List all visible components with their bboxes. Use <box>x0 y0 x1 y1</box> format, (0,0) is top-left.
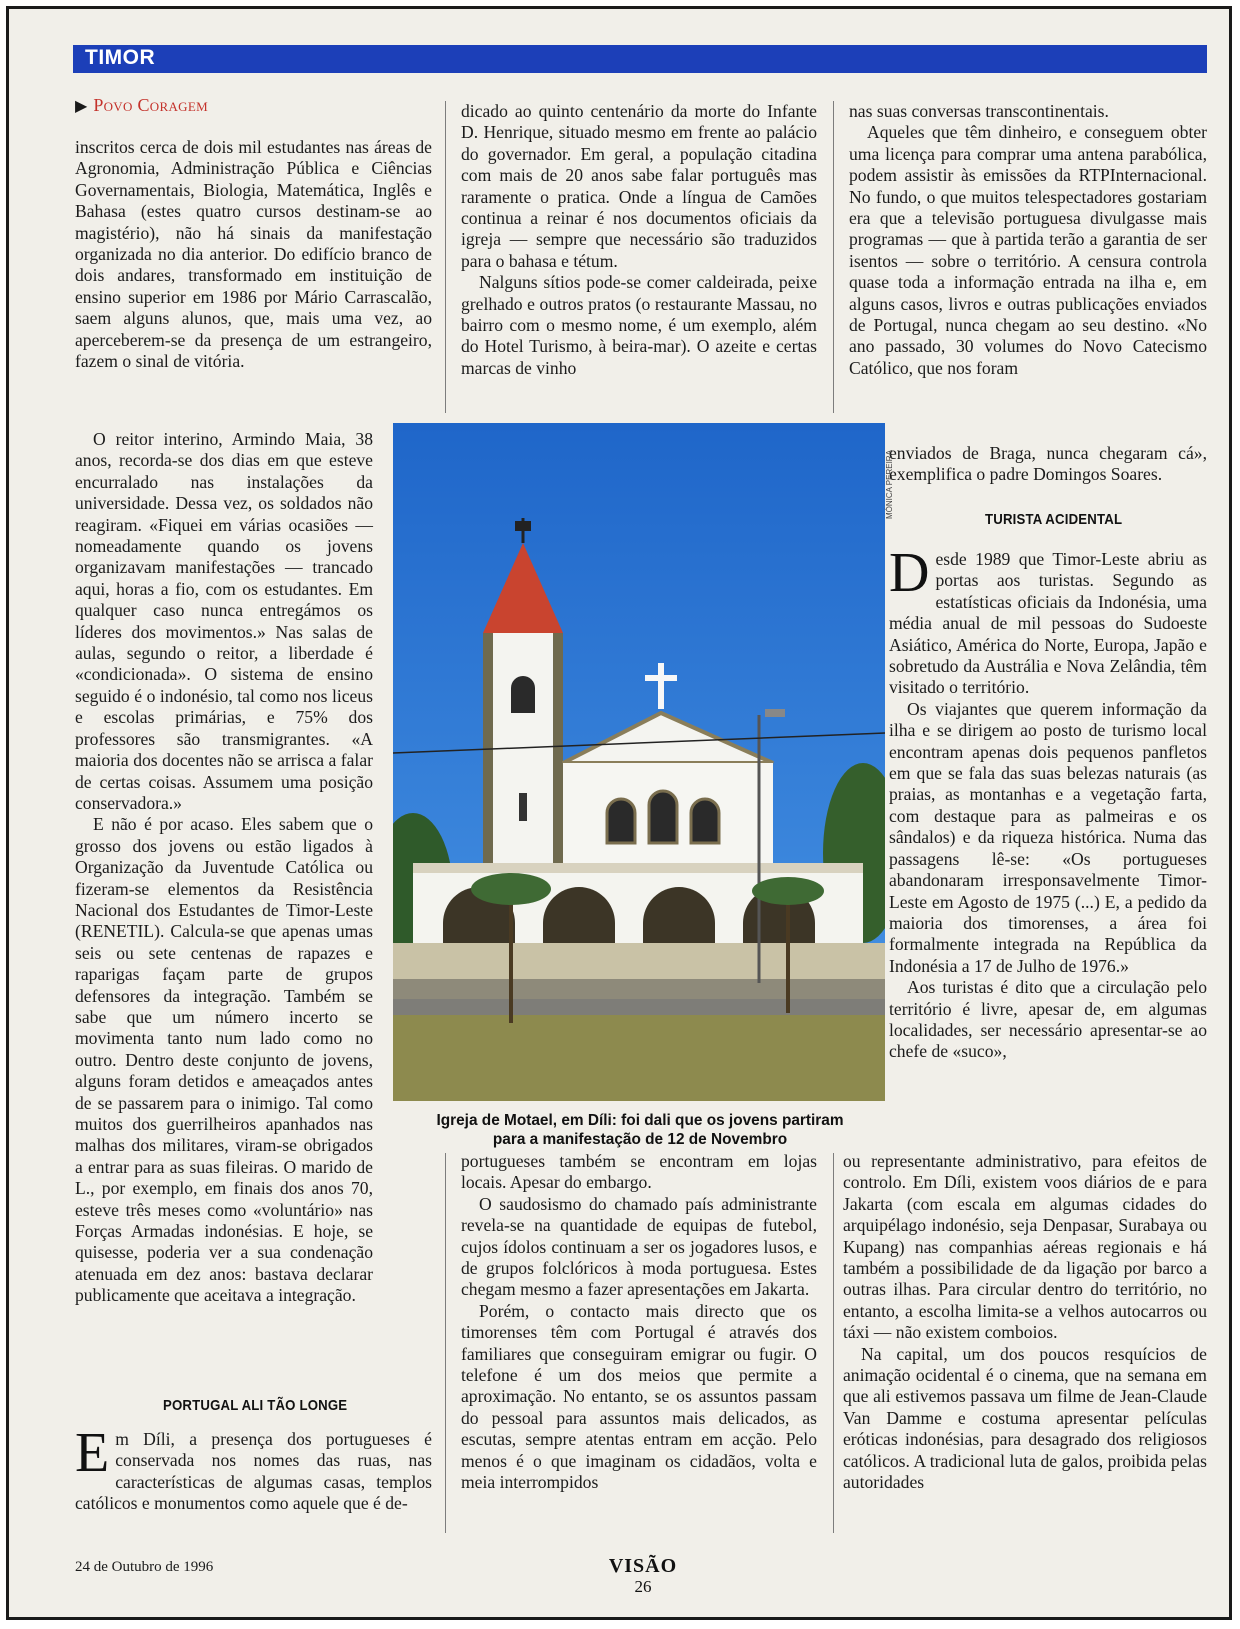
paragraph: Porém, o contacto mais directo que os timorenses têm com Portugal é através dos familiares que conseguiram emigrar ou fugir. O telefone é um dos meios que permite a aproximação. No entanto, se os assuntos passam do pessoal para assuntos mais delicados, as escutas, sempre atentas entram em acção. Pelo menos é o que imaginam os cidadãos, volta e meia interrompidos <box>461 1300 817 1493</box>
drop-cap: D <box>889 542 930 604</box>
paragraph <box>75 1422 432 1515</box>
subheading-turista: TURISTA ACIDENTAL <box>985 511 1123 528</box>
church-photo <box>393 423 885 1101</box>
photo-credit <box>883 449 897 519</box>
column-divider <box>833 1153 834 1533</box>
paragraph: O saudosismo do chamado país administrante revela-se na quantidade de equipas de futebol, cujos ídolos continuam a ser os jogadores lusos, e de grupos folclóricos à moda portuguesa. Estes chegam mesmo a fazer apresentações em Jakarta. <box>461 1193 817 1300</box>
banner-title: TIMOR <box>85 46 156 69</box>
page-number: 26 <box>634 1577 652 1596</box>
column-1-body <box>75 429 373 1307</box>
paragraph: portugueses também se encontram em lojas locais. Apesar do embargo. <box>461 1151 817 1193</box>
triangle-bullet-icon: ▶ <box>75 98 88 115</box>
paragraph: O reitor interino, Armindo Maia, 38 anos, recorda-se dos dias em que esteve encurralado nas instalações da universidade. Dessa vez, os soldados não reagiram. «Fiquei em várias ocasiões — nomeadamente quando os jovens organizavam manifestações — trancado aqui, horas a fio, com os estudantes. Em qualquer caso nunca entregámos os líderes dos movimentos.» Nas salas de aulas, segundo o reitor, a liberdade é «condicionada». O sistema de ensino seguido é o indonésio, tal como nos liceus e escolas primárias, e 75% dos professores são transmigrantes. «A maioria dos docentes não se arrisca a falar de certas coisas. Assumem uma posição conservadora.» <box>75 429 373 813</box>
column-1-top <box>75 137 432 372</box>
paragraph: nas suas conversas transcontinentais. <box>849 101 1109 121</box>
subheading-portugal: PORTUGAL ALI TÃO LONGE <box>163 1397 348 1414</box>
paragraph-text: esde 1989 que Timor-Leste abriu as portas aos turistas. Segundo as estatísticas oficiais da Indonésia, uma média anual de mil pessoas do Sudoeste Asiático, América do Norte, Europa, Japão e sobretudo da Austrália e Nova Zelândia, têm visitado o território. <box>889 549 1207 698</box>
column-divider <box>833 101 834 413</box>
paragraph: dicado ao quinto centenário da morte do Infante D. Henrique, situado mesmo em frente ao palácio do governador. Em geral, a população citadina com mais de 20 anos sabe falar português mas raramente o pratica. Onde a língua de Camões continua a reinar é nos documentos oficiais da igreja — sempre que necessário são traduzidos para o bahasa e tétum. <box>461 101 817 271</box>
photo-caption <box>401 1111 879 1149</box>
section-tag <box>75 95 208 116</box>
section-banner <box>73 45 1207 73</box>
paragraph: Na capital, um dos poucos resquícios de animação ocidental é o cinema, que na semana em que ali estivemos passava um filme de Jean-Claude Van Damme e costuma apresentar películas eróticas indonésias, para desagrado dos religiosos católicos. A tradicional luta de galos, proibida pelas autoridades <box>843 1343 1207 1493</box>
paragraph-text: m Díli, a presença dos portugueses é conservada nos nomes das ruas, nas características de algumas casas, templos católicos e monumentos como aquele que é de- <box>75 1429 432 1514</box>
paragraph: Nalguns sítios pode-se comer caldeirada, peixe grelhado e outros pratos (o restaurante Massau, no bairro com o mesmo nome, é um exemplo, além do Hotel Turismo, à beira-mar). O azeite e certas marcas de vinho <box>461 272 817 378</box>
column-2-bottom <box>461 1151 817 1494</box>
magazine-masthead: VISÃO <box>608 1555 678 1577</box>
paragraph: Aos turistas é dito que a circulação pelo território é livre, apesar de, em algumas localidades, ser necessário apresentar-se ao chefe de «suco», <box>889 977 1207 1062</box>
column-3-turista <box>889 542 1207 1063</box>
column-3-top <box>849 101 1207 379</box>
caption-line: para a manifestação de 12 de Novembro <box>492 1131 788 1148</box>
column-divider <box>445 101 446 413</box>
column-3-beside-photo <box>889 443 1207 486</box>
church-illustration <box>393 423 885 1101</box>
paragraph: inscritos cerca de dois mil estudantes nas áreas de Agronomia, Administração Pública e Ciências Governamentais, Biologia, Matemática, Inglês e Bahasa (estes quatro cursos destinam-se ao magistério), não há sinais da manifestação organizada no dia anterior. Do edifício branco de dois andares, transformado em instituição de ensino superior em 1986 por Mário Carrascalão, saem alguns alunos, que, mais uma vez, ao aperceberem-se da presença de um estrangeiro, fazem o sinal de vitória. <box>75 137 432 372</box>
column-3-bottom <box>843 1151 1207 1494</box>
issue-date: 24 de Outubro de 1996 <box>75 1559 214 1575</box>
column-1-portugal <box>75 1422 432 1515</box>
photo-credit-text: MÓNICA PEREIRA <box>885 450 894 519</box>
paragraph: Os viajantes que querem informação da ilha e se dirigem ao posto de turismo local encontram apenas dois pequenos panfletos em que se fala das suas belezas naturais (as praias, as montanhas e a vegetação farta, com destaque para as palmeiras e os sândalos) e da riqueza histórica. Numa das passagens lê-se: «Os portugueses abandonaram irresponsavelmente Timor-Leste em Agosto de 1975 (...) E, a pedido da maioria dos timorenses, a área foi formalmente integrada na República da Indonésia a 17 de Julho de 1976.» <box>889 698 1207 976</box>
paragraph: enviados de Braga, nunca chegaram cá», exemplifica o padre Domingos Soares. <box>889 443 1207 485</box>
paragraph: E não é por acaso. Eles sabem que o grosso dos jovens ou estão ligados à Organização da Juventude Católica ou fizeram-se elementos da Resistência Nacional dos Estudantes de Timor-Leste (RENETIL). Calcula-se que apenas umas seis ou sete centenas de rapazes e raparigas façam parte de grupos defensores da integração. Também se sabe que um número incerto se movimenta tanto num lado como no outro. Dentro deste conjunto de jovens, alguns foram detidos e ameaçados antes de se passarem para o inimigo. Tal como muitos dos guerrilheiros apanhados nas malhas dos militares, viram-se obrigados a entrar para as suas fileiras. O marido de L., por exemplo, em finais dos anos 70, esteve três meses como «voluntário» nas Forças Armadas indonésias. E hoje, se quisesse, poderia ver a sua condenação atenuada em dez anos: bastava declarar publicamente que aceitava a integração. <box>75 814 373 1306</box>
paragraph: ou representante administrativo, para efeitos de controlo. Em Díli, existem voos diários de e para Jakarta (com escala em algumas cidades do arquipélago indonésio, seja Denpasar, Surabaya ou Kupang) nas companhias aéreas regionais e há também a possibilidade de da ligação por barco a outras ilhas. Para circular dentro do território, no entanto, a escolha limita-se a velhos autocarros ou táxi — não existem comboios. <box>843 1151 1207 1343</box>
drop-cap: E <box>75 1422 110 1484</box>
column-divider <box>445 1153 446 1533</box>
column-2-top <box>461 101 817 379</box>
paragraph: Aqueles que têm dinheiro, e conseguem obter uma licença para comprar uma antena parabólica, podem assistir às emissões da RTPInternacional. No fundo, o que muitos telespectadores gostariam era que a televisão portuguesa divulgasse mais programas — que à partida terão a garantia de ser isentos — sobre o território. A censura controla quase toda a informação entrada na ilha e, em alguns casos, livros e outras publicações enviados de Portugal, nunca chegam ao seu destino. «No ano passado, 30 volumes do Novo Catecismo Católico, que nos foram <box>849 122 1207 378</box>
paragraph <box>889 542 1207 699</box>
section-tag-label: Povo Coragem <box>93 95 208 115</box>
magazine-page <box>6 6 1232 1620</box>
caption-line: Igreja de Motael, em Díli: foi dali que os jovens partiram <box>436 1112 844 1129</box>
